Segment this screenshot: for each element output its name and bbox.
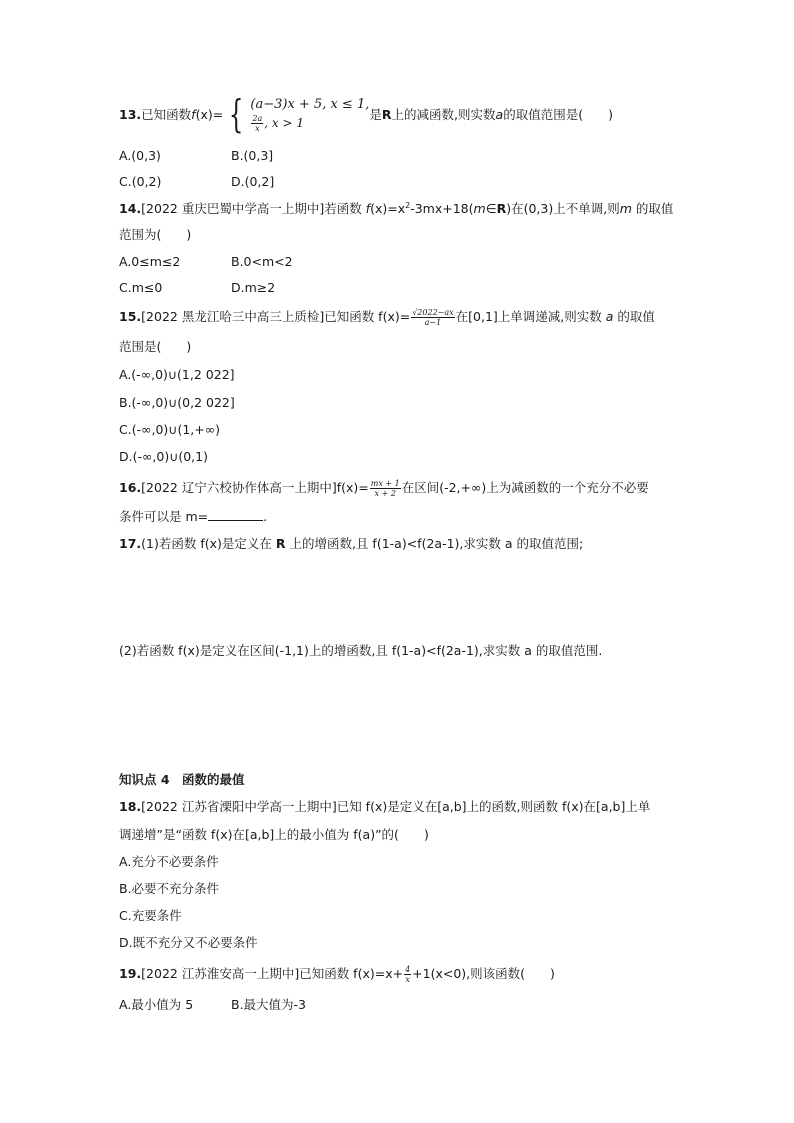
- question-16: 16.[2022 辽宁六校协作体高一上期中]f(x)= $\frac{mx + 1}{x + 2}$ 在区间(-2,+∞)上为减函数的一个充分不必要: [119, 479, 649, 498]
- option-d: D.m≥2: [231, 280, 276, 295]
- question-15-line-2: 范围是( ): [119, 339, 192, 354]
- question-number: 14.: [119, 201, 142, 216]
- question-number: 17.: [119, 536, 142, 551]
- question-13: [119, 92, 613, 136]
- case-1: (a−3)x + 5, x ≤ 1,: [250, 97, 370, 112]
- question-17-part-1: 17.(1)若函数 f(x)是定义在 R 上的增函数,且 f(1-a)<f(2a-1),求实数 a 的取值范围;: [119, 536, 584, 551]
- piecewise-brace: {: [229, 92, 244, 136]
- question-16-line-2: 条件可以是 m= .: [119, 509, 268, 524]
- option-a: A.(-∞,0)∪(1,2 022]: [119, 367, 235, 382]
- section-heading: 知识点 4 函数的最值: [119, 772, 245, 787]
- option-a: A.(0,3): [119, 148, 161, 163]
- option-b: B.最大值为-3: [231, 997, 307, 1012]
- option-c: C.充要条件: [119, 908, 182, 923]
- question-number: 18.: [119, 799, 142, 814]
- fraction: $\frac{mx + 1}{x + 2}$: [370, 479, 400, 498]
- option-a: A.充分不必要条件: [119, 854, 219, 869]
- var-a: a: [495, 106, 504, 122]
- question-14: 14.[2022 重庆巴蜀中学高一上期中]若函数 $f(x)=x^2-3mx+18(m\in R)$在(0,3)上不单调,则m 的取值: [119, 200, 674, 216]
- case-2: $\frac{2a}{x}$ , x > 1: [252, 114, 304, 133]
- option-c: C.(-∞,0)∪(1,+∞): [119, 422, 221, 437]
- option-d: D.既不充分又不必要条件: [119, 935, 258, 950]
- answer-blank[interactable]: [208, 508, 263, 521]
- option-d: D.(0,2]: [231, 174, 275, 189]
- option-d: D.(-∞,0)∪(0,1): [119, 449, 208, 464]
- option-a: A.最小值为 5: [119, 997, 194, 1012]
- question-14-line-2: 范围为( ): [119, 227, 192, 242]
- option-c: C.m≤0: [119, 280, 163, 295]
- option-a: A.0≤m≤2: [119, 254, 181, 269]
- question-text: 是: [369, 107, 382, 122]
- question-text: 的取值范围是( ): [503, 107, 613, 122]
- question-17-part-2: (2)若函数 f(x)是定义在区间(-1,1)上的增函数,且 f(1-a)<f(2a-1),求实数 a 的取值范围.: [119, 643, 603, 658]
- option-c: C.(0,2): [119, 174, 162, 189]
- option-b: B.0<m<2: [231, 254, 293, 269]
- piecewise-cases: [250, 95, 369, 133]
- question-number: 13.: [119, 106, 142, 122]
- option-b: B.(-∞,0)∪(0,2 022]: [119, 395, 235, 410]
- question-number: 16.: [119, 480, 142, 495]
- question-19: 19.[2022 江苏淮安高一上期中]已知函数 f(x)=x+ $\frac{4}{x}$ +1(x<0),则该函数( ): [119, 965, 555, 984]
- option-b: B.必要不充分条件: [119, 881, 220, 896]
- question-number: 15.: [119, 309, 142, 324]
- fraction: $\frac{4}{x}$: [405, 965, 411, 984]
- question-18: 18.[2022 江苏省溧阳中学高一上期中]已知 f(x)是定义在[a,b]上的函数,则函数 f(x)在[a,b]上单: [119, 799, 651, 814]
- real-set: R: [381, 106, 392, 122]
- case-2-fraction: $\frac{2a}{x}$: [252, 114, 263, 133]
- question-15: 15.[2022 黑龙江哈三中高三上质检]已知函数 f(x)= $\frac{√2022-ax}{a-1}$ 在[0,1]上单调递减,则实数 a 的取值: [119, 308, 655, 327]
- fraction: $\frac{√2022-ax}{a-1}$: [412, 308, 454, 327]
- question-number: 19.: [119, 966, 142, 981]
- option-b: B.(0,3]: [231, 148, 274, 163]
- func-name: f: [191, 106, 196, 122]
- question-text: 已知函数: [141, 107, 192, 122]
- question-text: 上的减函数,则实数: [391, 107, 496, 122]
- question-18-line-2: 调递增”是“函数 f(x)在[a,b]上的最小值为 f(a)”的( ): [119, 827, 429, 842]
- func-arg: (x)=: [195, 106, 224, 122]
